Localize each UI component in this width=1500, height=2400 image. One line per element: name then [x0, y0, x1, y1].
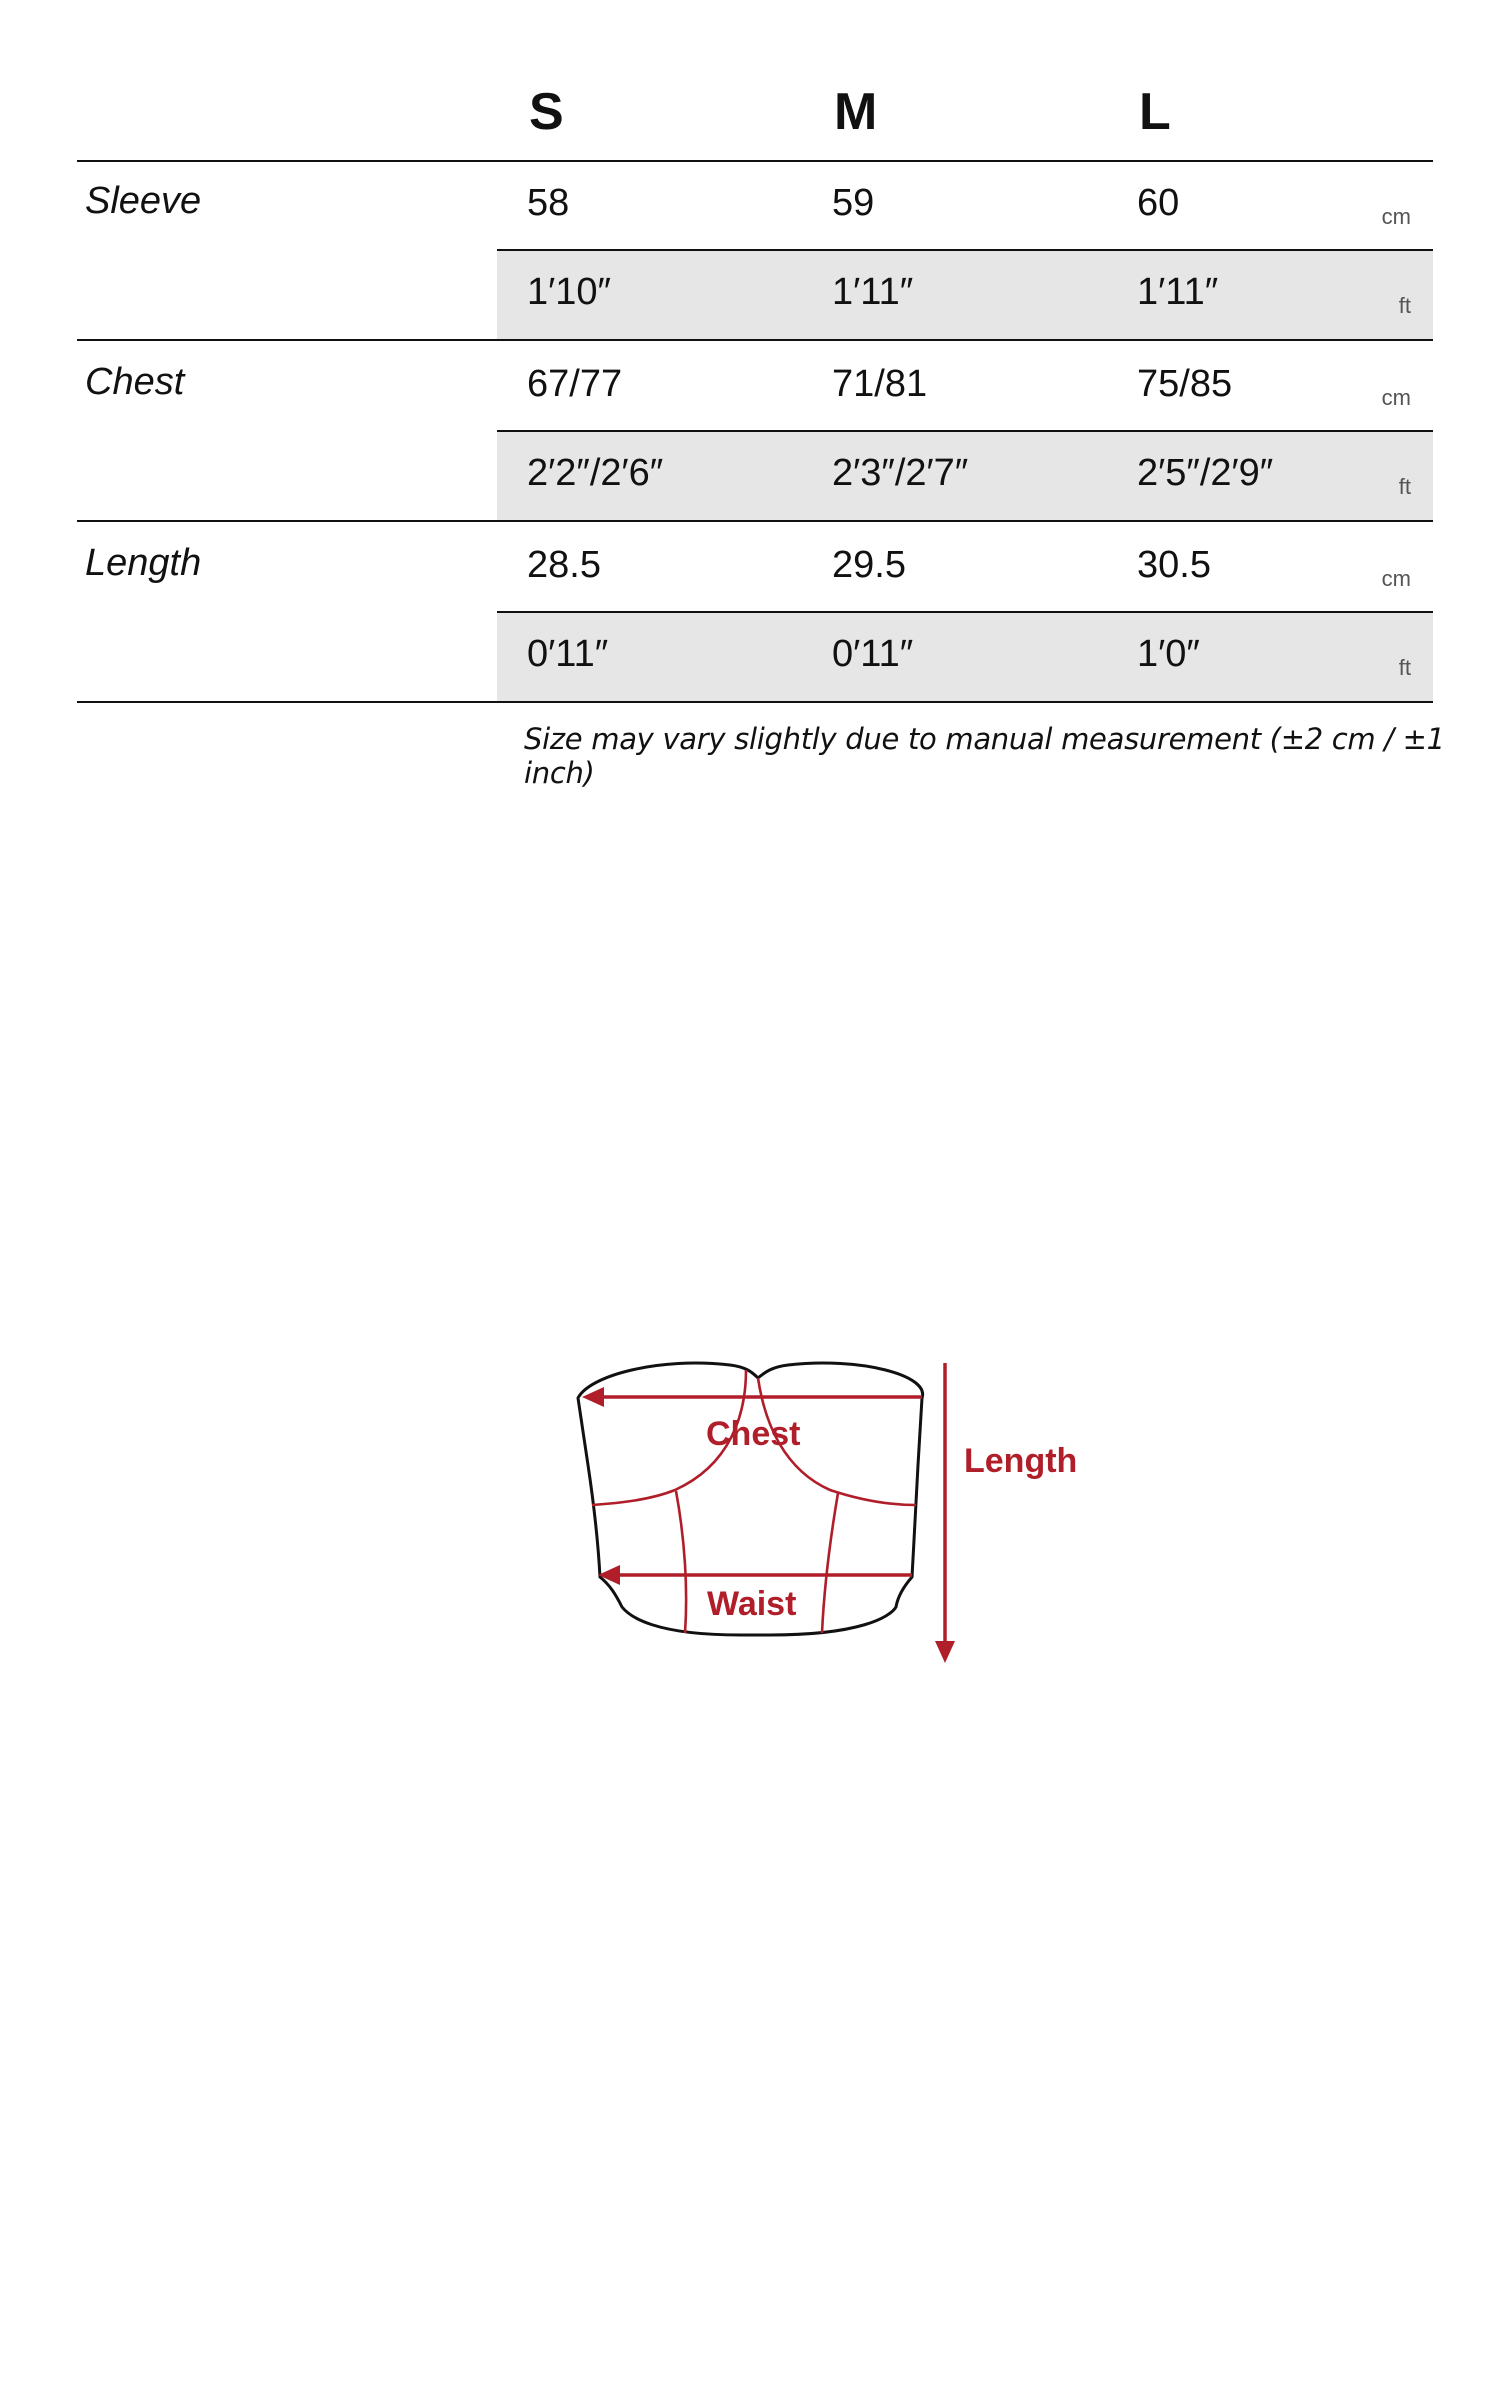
- value-cell: 75/85: [1137, 363, 1233, 405]
- unit-label: ft: [1398, 474, 1411, 499]
- value-cell: 30.5: [1137, 544, 1211, 586]
- value-cell: 1′10″: [527, 271, 611, 313]
- waist-label: Waist: [707, 1585, 797, 1623]
- value-cell: 1′11″: [1137, 271, 1219, 313]
- value-cell: 1′0″: [1137, 633, 1200, 675]
- ft-row: [497, 613, 1433, 701]
- ft-row: [497, 432, 1433, 520]
- value-cell: 1′11″: [832, 271, 914, 313]
- garment-diagram: [560, 1345, 1120, 1675]
- length-label: Length: [964, 1442, 1078, 1480]
- measurement-group-sleeve: [77, 160, 1433, 341]
- measurement-group-length: [77, 522, 1433, 703]
- value-cell: 2′3″/2′7″: [832, 452, 969, 494]
- value-cell: 29.5: [832, 544, 906, 586]
- measurement-label: Length: [85, 542, 202, 584]
- size-header-s: S: [529, 83, 564, 141]
- length-arrow: [935, 1363, 955, 1663]
- cm-row: [497, 343, 1433, 431]
- size-chart-table: [77, 60, 1433, 703]
- unit-label: cm: [1381, 385, 1411, 410]
- size-header-m: M: [834, 83, 878, 141]
- unit-label: cm: [1381, 204, 1411, 229]
- cm-row: [497, 162, 1433, 250]
- value-cell: 2′5″/2′9″: [1137, 452, 1274, 494]
- cm-row: [497, 524, 1433, 612]
- measurement-label: Sleeve: [85, 180, 202, 222]
- value-cell: 28.5: [527, 544, 601, 586]
- value-cell: 67/77: [527, 363, 623, 405]
- measurement-label: Chest: [85, 361, 185, 403]
- value-cell: 2′2″/2′6″: [527, 452, 664, 494]
- group-divider: [77, 701, 1433, 703]
- value-cell: 59: [832, 182, 875, 224]
- unit-label: ft: [1398, 293, 1411, 318]
- unit-label: cm: [1381, 566, 1411, 591]
- value-cell: 71/81: [832, 363, 928, 405]
- ft-row: [497, 251, 1433, 339]
- value-cell: 0′11″: [527, 633, 609, 675]
- value-cell: 0′11″: [832, 633, 914, 675]
- measurement-group-chest: [77, 341, 1433, 522]
- size-header-row: [77, 60, 1433, 160]
- value-cell: 60: [1137, 182, 1180, 224]
- measurement-note: Size may vary slightly due to manual measurement (±2 cm / ±1 inch): [524, 722, 1445, 790]
- value-cell: 58: [527, 182, 570, 224]
- bustier-outline-illustration: [560, 1345, 1120, 1675]
- size-header-l: L: [1139, 83, 1171, 141]
- unit-label: ft: [1398, 655, 1411, 680]
- chest-label: Chest: [706, 1415, 801, 1453]
